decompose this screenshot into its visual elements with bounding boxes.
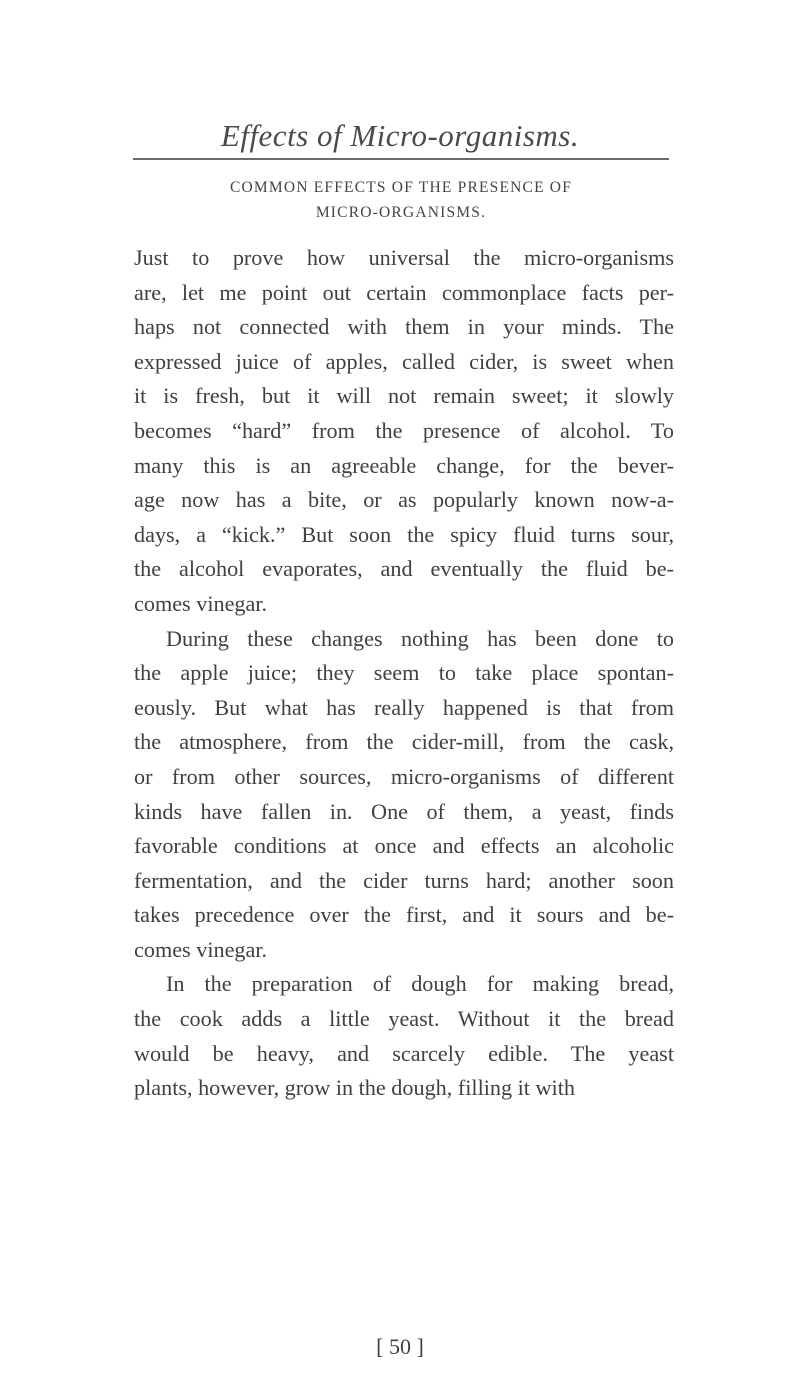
- text-line: the cook adds a little yeast. Without it the bread: [134, 1006, 674, 1032]
- text-line: In the preparation of dough for making bread,: [166, 971, 674, 997]
- text-line: expressed juice of apples, called cider, is sweet when: [134, 348, 674, 374]
- section-title-line-1: COMMON EFFECTS OF THE PRESENCE OF: [229, 179, 573, 196]
- body-text: [134, 241, 674, 1106]
- text-line: would be heavy, and scarcely edible. The yeast: [134, 1040, 674, 1066]
- text-line: becomes “hard” from the presence of alcohol. To: [134, 417, 674, 443]
- text-line: comes vinegar.: [134, 590, 268, 616]
- text-line: kinds have fallen in. One of them, a yeast, finds: [134, 798, 674, 824]
- text-line: days, a “kick.” But soon the spicy fluid turns sour,: [134, 521, 674, 547]
- paragraph: [134, 622, 674, 968]
- section-title: [133, 175, 669, 225]
- paragraph: [134, 967, 674, 1105]
- text-line: the atmosphere, from the cider-mill, from the cask,: [134, 729, 674, 755]
- paragraph: [134, 241, 674, 622]
- text-line: favorable conditions at once and effects an alcoholic: [134, 833, 674, 859]
- text-line: Just to prove how universal the micro-organisms: [134, 245, 674, 270]
- text-line: many this is an agreeable change, for the bever-: [134, 452, 674, 478]
- text-line: the apple juice; they seem to take place spontan-: [134, 660, 674, 686]
- header-rule: [133, 158, 669, 160]
- section-title-line-2: MICRO-ORGANISMS.: [315, 204, 487, 221]
- text-line: the alcohol evaporates, and eventually the fluid be-: [134, 556, 674, 582]
- text-line: or from other sources, micro-organisms of different: [134, 763, 674, 789]
- text-line: During these changes nothing has been done to: [166, 625, 674, 651]
- text-line: it is fresh, but it will not remain sweet; it slowly: [134, 383, 674, 409]
- text-line: comes vinegar.: [134, 936, 268, 962]
- text-line: takes precedence over the first, and it sours and be-: [134, 902, 674, 928]
- text-line: age now has a bite, or as popularly known now-a-: [134, 487, 674, 513]
- text-line: plants, however, grow in the dough, filling it with: [134, 1075, 575, 1101]
- text-line: eously. But what has really happened is that from: [134, 694, 674, 720]
- running-head: Effects of Micro-organisms.: [220, 118, 580, 153]
- text-line: are, let me point out certain commonplace facts per-: [134, 279, 674, 305]
- page-number: [ 50 ]: [376, 1334, 424, 1359]
- text-line: fermentation, and the cider turns hard; another soon: [134, 867, 674, 893]
- text-line: haps not connected with them in your minds. The: [134, 314, 674, 340]
